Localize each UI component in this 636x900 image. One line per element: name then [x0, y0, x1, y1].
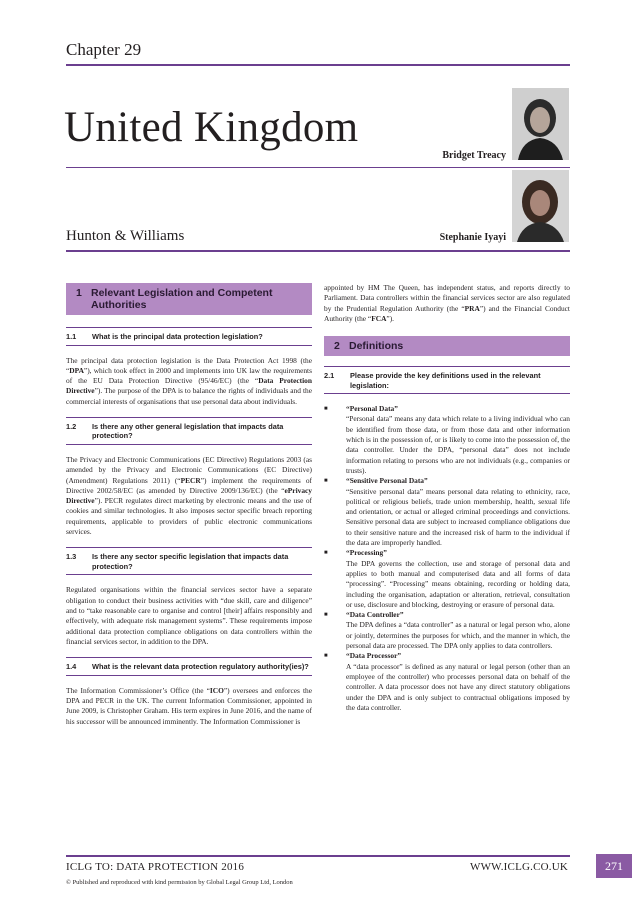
answer-1-1: The principal data protection legislation is the Data Protection Act 1998 (the “DPA”), which took effect in 2000 and implements into UK law the requirements of the EU Data Protection Directive (95/46/EC) (the “Data Protection Directive”). The purpose of the DPA is to balance the rights of individuals and the commercial interests of organisations that use personal data about individuals.	[66, 355, 312, 406]
definition-term: “Data Processor”	[346, 651, 402, 661]
definition-item	[324, 476, 570, 548]
section-title: Definitions	[349, 340, 404, 353]
definition-term: “Sensitive Personal Data”	[346, 476, 428, 486]
definition-text: The DPA defines a “data controller” as a natural or legal person who, alone or jointly, determines the purposes for which, and the manner in which, the personal data are processed. The DPA only applies to data controllers.	[346, 620, 570, 651]
question-text: What is the relevant data protection regulatory authority(ies)?	[92, 662, 309, 672]
square-bullet-icon: ■	[324, 478, 328, 485]
section-title: Relevant Legislation and Competent Authorities	[91, 287, 273, 311]
author-photo-stephanie-iyayi	[512, 170, 569, 242]
question-text: Please provide the key definitions used in the relevant legislation:	[350, 371, 541, 390]
definition-item	[324, 548, 570, 610]
definitions-list	[324, 404, 570, 713]
firm-name: Hunton & Williams	[66, 228, 185, 244]
page-title: United Kingdom	[64, 104, 359, 151]
page-number: 271	[596, 854, 632, 878]
question-number: 1.1	[66, 332, 77, 341]
question-1-4	[66, 657, 312, 676]
section-heading-2	[324, 336, 570, 356]
definition-term: “Processing”	[346, 548, 387, 558]
footer-rule	[66, 855, 570, 857]
chapter-label: Chapter 29	[66, 40, 142, 59]
footer-publication: ICLG TO: DATA PROTECTION 2016	[66, 861, 245, 873]
author-photo-bridget-treacy	[512, 88, 569, 160]
question-number: 1.3	[66, 552, 77, 562]
right-column	[324, 283, 570, 713]
footer-copyright: © Published and reproduced with kind permission by Global Legal Group Ltd, London	[66, 879, 293, 886]
question-text: What is the principal data protection legislation?	[92, 332, 263, 341]
header-rule-top	[66, 64, 570, 66]
header-rule-middle	[66, 167, 570, 168]
answer-1-2: The Privacy and Electronic Communications (EC Directive) Regulations 2003 (as amended by the Privacy and Electronic Communications (EC Directive) (Amendment) Regulations 2011) (“PECR”) implement the requirements of Directive 2002/58/EC (as amended by Directive 2009/136/EC) (the “ePrivacy Directive”). PECR regulates direct marketing by electronic means and the use of cookies and similar technologies. It also imposes sector specific breach reporting requirements, applicable to providers of public electronic communications services.	[66, 454, 312, 537]
question-number: 2.1	[324, 371, 335, 381]
author-name-2: Stephanie Iyayi	[439, 232, 506, 243]
section-number: 1	[76, 287, 82, 299]
definition-text: A “data processor” is defined as any natural or legal person (other than an employee of the controller) who processes personal data on behalf of the controller. A data processor does not have any direct statutory obligations under the DPA and is only subject to contractual obligations imposed by the data controller.	[346, 661, 570, 712]
answer-1-3: Regulated organisations within the financial services sector have a separate obligation to conduct their business activities with “due skill, care and diligence” and to “take reasonable care to organise and control [their] affairs responsibly and effectively, with adequate risk management systems”. These requirements impose additional data protection compliance obligations on data controllers within the financial services sector, in addition to the DPA.	[66, 585, 312, 646]
definition-text: “Personal data” means any data which relate to a living individual who can be identified from those data, or from those data and other information which is in the possession of, or is likely to come into the possession of, the data controller. Under the DPA, “personal data” does not include information relating to persons who are not individuals (e.g., companies or trusts).	[346, 414, 570, 475]
section-number: 2	[334, 340, 340, 353]
question-1-2	[66, 417, 312, 445]
definition-text: “Sensitive personal data” means personal data relating to ethnicity, race, political or religious beliefs, trade union membership, health, sexual life and orientation, or actual or alleged criminal proceedings and convictions. Sensitive personal data are subject to increased compliance obligations due to their sensitive nature and the increased risk of harm to the individual if the data are improperly handled.	[346, 486, 570, 548]
answer-1-4: The Information Commissioner’s Office (the “ICO”) oversees and enforces the DPA and PECR in the UK. The current Information Commissioner, appointed in June 2009, is Christopher Graham. His term expires in June 2016, and the name of his successor will be announced imminently. The Information Commissioner is	[66, 685, 312, 726]
left-column	[66, 283, 312, 727]
definition-item	[324, 404, 570, 476]
square-bullet-icon: ■	[324, 612, 328, 619]
definition-text: The DPA governs the collection, use and storage of personal data and applies to both manual and computerised data and all forms of data “processing”. “Processing” means obtaining, recording or holding data, including the organisation, adaptation or alteration, retrieval, consultation or use, disclosure and blocking, destroying or erasure of personal data.	[346, 558, 570, 609]
square-bullet-icon: ■	[324, 406, 328, 413]
section-heading-1	[66, 283, 312, 315]
question-2-1	[324, 366, 570, 394]
question-text: Is there any sector specific legislation that impacts data protection?	[92, 552, 289, 571]
square-bullet-icon: ■	[324, 653, 328, 660]
question-number: 1.4	[66, 662, 77, 672]
footer-website: WWW.ICLG.CO.UK	[470, 861, 569, 873]
definition-item	[324, 651, 570, 713]
definition-term: “Personal Data”	[346, 404, 398, 414]
question-1-1	[66, 327, 312, 346]
answer-1-4-continued: appointed by HM The Queen, has independent status, and reports directly to Parliament. Data controllers within the financial services sector are also regulated by the Prudential Regulation Authority (the “PRA”) and the Financial Conduct Authority (the “FCA”).	[324, 283, 570, 323]
square-bullet-icon: ■	[324, 550, 328, 557]
header-rule-bottom	[66, 250, 570, 252]
question-number: 1.2	[66, 421, 77, 431]
question-text: Is there any other general legislation that impacts data protection?	[92, 421, 284, 441]
definition-term: “Data Controller”	[346, 610, 404, 620]
question-1-3	[66, 547, 312, 575]
author-name-1: Bridget Treacy	[442, 150, 506, 161]
definition-item	[324, 610, 570, 651]
